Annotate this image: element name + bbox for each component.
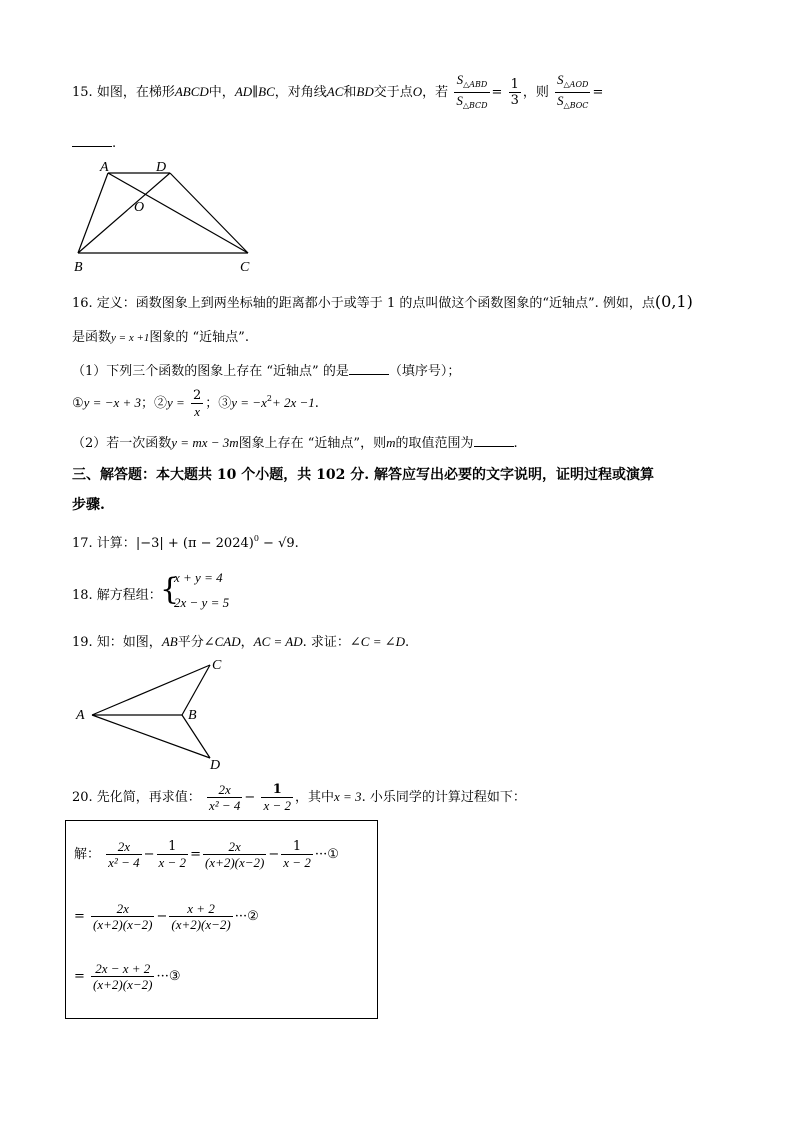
numerator: 2x [91,901,154,917]
step-marker: ···③ [156,969,181,984]
q20-x-value: x = 3 [334,789,362,804]
func-3-rest: + 2x −1 [271,395,315,410]
denominator: x² − 4 [108,855,140,870]
func-3: y = −x [231,395,267,410]
s-symbol: S [456,72,464,87]
q16-part1-end: （填序号）； [388,364,461,379]
q16-part1 [72,360,460,379]
q20-frac1 [207,782,242,813]
q19-ab: AB [161,634,178,649]
q19-text: ， [240,635,254,650]
q16-line1 [72,292,693,311]
fraction-one-third [509,77,521,108]
s-sub: △AOD [563,80,589,89]
q15-text: ，若 [422,85,449,100]
trapezoid-figure [66,155,266,275]
q19-text: 平分 [177,635,204,650]
label-b: B [188,708,197,723]
label-a: A [76,708,85,723]
ratio-aod-boc [555,72,590,113]
s-symbol: S [456,93,463,108]
equals: = [74,969,85,984]
section-heading-cont [72,494,105,514]
numerator: 2x [207,782,242,798]
q16-line2 [72,326,249,345]
period: . [294,536,299,551]
label-c: C [240,260,250,275]
numerator: 1 [510,77,519,92]
q20-text: ，其中 [295,790,335,805]
s-sub: △BCD [462,101,488,110]
q16-part2-text: （2）若一次函数 [72,436,172,451]
numerator: 1 [157,839,189,855]
func-2-lhs: y = [167,395,185,410]
solution-row-3 [74,961,181,992]
frac [157,839,189,870]
q15-abcd: ABCD [174,84,209,99]
numerator: 2x [203,839,266,855]
q15-line [72,72,603,113]
equals: = [491,85,503,100]
numerator: x + 2 [169,901,232,917]
minus: − [156,909,168,924]
numerator: 1 [261,782,293,798]
q18-label: 18. 解方程组： [72,588,162,603]
q15-number: 15. [72,85,93,100]
s-sub: △BOC [563,101,589,110]
denominator: x [194,404,200,419]
q16-text: 图象的 “近轴点”. [149,330,249,345]
q20-frac2 [261,782,293,813]
q20-text: . 小乐同学的计算过程如下： [361,790,526,805]
q16-linear-func: y = mx − 3m [171,435,239,450]
denominator: 3 [510,93,519,108]
denominator: (x+2)(x−2) [204,855,265,870]
step-marker: ···② [234,909,259,924]
minus: − [143,847,155,862]
step-marker: ···① [314,847,339,862]
q16-point: (0,1) [654,292,693,311]
q15-text: ，则 [522,85,549,100]
q16-part2-text: 图象上存在 “近轴点”，则 [238,436,387,451]
label-b: B [74,260,83,275]
section-heading-line1: 三、解答题：本大题共 10 个小题，共 102 分. 解答应写出必要的文字说明，证明过程或演算 [72,467,654,483]
denominator: x − 2 [158,855,187,870]
q16-part2-text: 的取值范围为 [395,436,474,451]
denominator: (x+2)(x−2) [93,977,153,992]
equals: = [190,847,201,862]
s-symbol: S [557,93,564,108]
q16-part2-blank[interactable] [474,434,514,447]
q16-m: m [386,435,396,450]
q16-text: 16. 定义：函数图象上到两坐标轴的距离都小于或等于 1 的点叫做这个函数图象的“近轴点”. 例如，点 [72,296,655,311]
solution-box [65,820,378,1019]
separator: ；③ [205,396,232,411]
q15-parallel: AD∥BC [234,84,275,99]
equals: = [592,85,604,100]
numerator: 2x [106,839,141,855]
q17-exponent: 0 [253,534,259,543]
diagonal-bd [78,173,170,253]
s-sub: △ABD [463,80,488,89]
q17-line [72,532,299,551]
q15-text: 中， [208,85,235,100]
equals: = [74,909,85,924]
frac [281,839,313,870]
numerator: 1 [281,839,313,855]
q19-ac-ad: AC = AD [253,634,303,649]
q15-text: 交于点 [373,85,413,100]
period: . [513,436,518,451]
q19-line [72,631,409,650]
frac [106,839,141,870]
label-a: A [100,160,109,175]
q18-eq2: 2x − y = 5 [174,595,230,610]
label-d: D [210,758,221,773]
q19-text: . 求证： [302,635,350,650]
q20-line [72,782,526,813]
label-o: O [134,200,145,215]
denominator: (x+2)(x−2) [93,917,153,932]
side-ab [78,173,108,253]
solution-label: 解： [74,847,101,862]
solution-row-2 [74,901,259,932]
q16-part1-text: （1）下列三个函数的图象上存在 “近轴点” 的是 [72,364,349,379]
q16-func: y = x +1 [111,332,150,344]
minus: − [268,847,280,862]
q19-angle-cad: ∠CAD [203,634,241,649]
q19-label: 19. 知：如图， [72,635,162,650]
q16-functions [72,388,319,419]
q17-label: 17. 计算： [72,536,136,551]
q15-o: O [412,84,423,99]
func-2-fraction [191,388,203,419]
label-d: D [156,160,167,175]
q17-expr: |−3| + (π − 2024) [135,536,254,551]
frac [91,961,154,992]
q15-text: ，对角线 [274,85,327,100]
q16-text: 是函数 [72,330,112,345]
ratio-abd-bcd [454,72,489,113]
frac [91,901,154,932]
numerator: 2x − x + 2 [91,961,154,977]
q17-rest: − √9 [258,536,295,551]
q15-period: . [112,136,117,151]
q18-line [72,584,162,603]
denominator: x − 2 [263,798,291,813]
period: . [314,396,319,411]
q16-part2 [72,432,518,451]
numerator: 2 [192,388,202,403]
q15-answer-blank[interactable] [72,134,116,151]
kite-figure [70,655,240,775]
q20-label: 20. 先化简，再求值： [72,790,201,805]
section-heading-line2: 步骤. [72,497,105,513]
q15-bd: BD [356,84,374,99]
period: . [405,635,410,650]
exponent: 2 [266,394,272,403]
q15-text: 如图，在梯形 [96,85,175,100]
frac [203,839,266,870]
q15-text: 和 [343,85,357,100]
q19-angle-cd: ∠C = ∠D [349,634,406,649]
section-heading [72,464,654,484]
q15-ac: AC [326,84,344,99]
side-dc [170,173,248,253]
circled-one: ① [72,396,84,411]
denominator: (x+2)(x−2) [171,917,231,932]
solution-row-1 [74,839,339,870]
separator: ；② [141,396,168,411]
q18-brace: { [160,572,180,607]
func-1: y = −x + 3 [83,395,142,410]
denominator: x² − 4 [208,798,241,813]
s-symbol: S [557,72,564,87]
label-c: C [212,658,222,673]
denominator: x − 2 [283,855,311,870]
q18-eq1: x + y = 4 [174,570,223,585]
diagonal-ac [108,173,248,253]
q16-part1-blank[interactable] [349,362,389,375]
frac [169,901,232,932]
minus: − [244,790,256,805]
